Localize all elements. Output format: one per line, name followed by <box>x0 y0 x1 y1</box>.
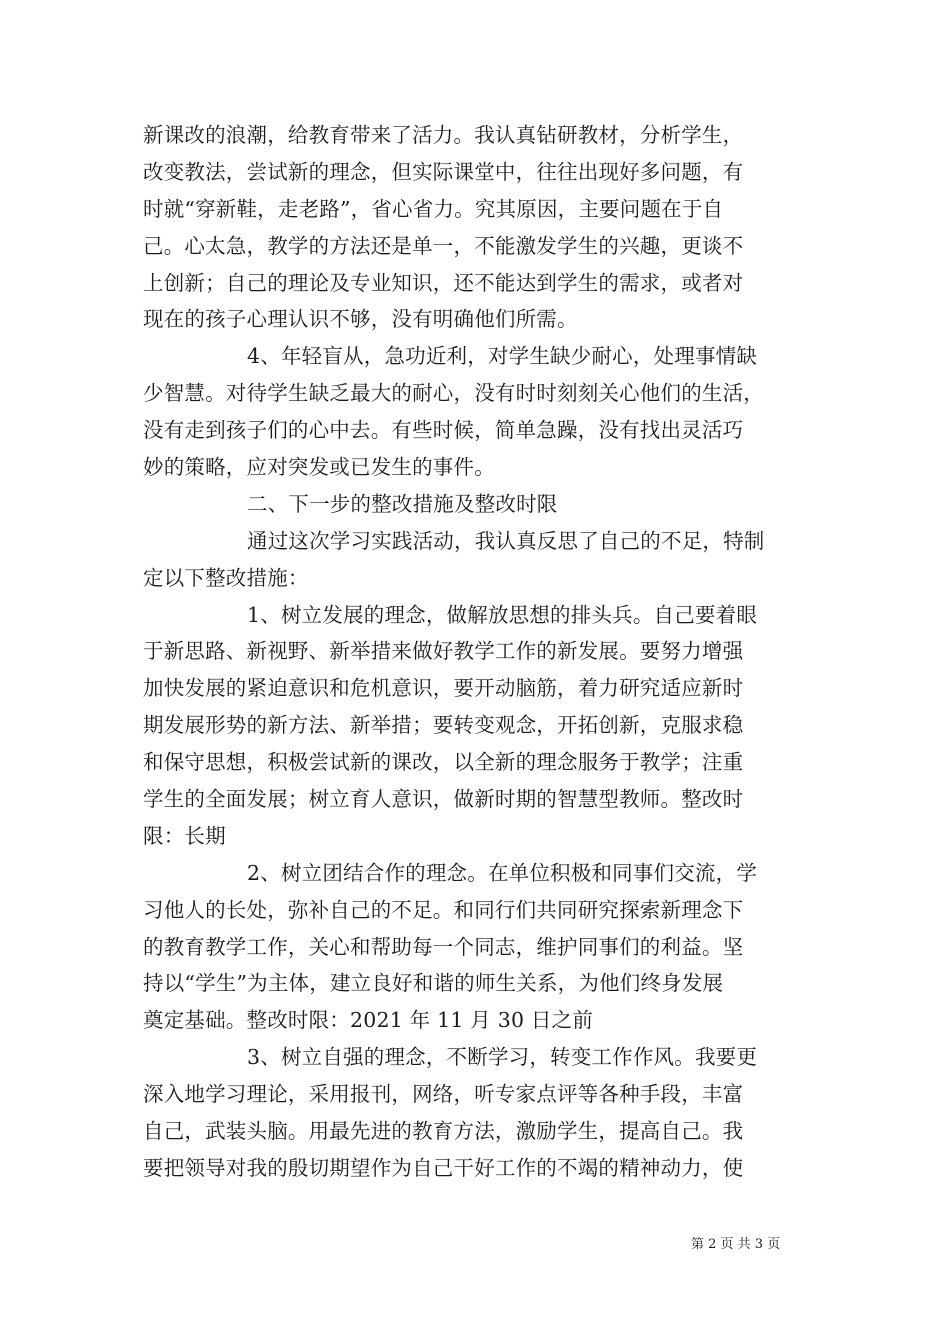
text-line: 现在的孩子心理认识不够，没有明确他们所需。 <box>143 307 578 332</box>
text-line: 己。心太急，教学的方法还是单一，不能激发学生的兴趣，更谈不 <box>143 233 744 258</box>
text-line: 妙的策略，应对突发或已发生的事件。 <box>143 455 495 480</box>
text-line: 学生的全面发展；树立育人意识，做新时期的智慧型教师。整改时 <box>143 787 744 812</box>
text-line: 的教育教学工作，关心和帮助每一个同志，维护同事们的利益。坚 <box>143 934 744 959</box>
text-line: 新课改的浪潮，给教育带来了活力。我认真钻研教材，分析学生， <box>143 123 744 147</box>
page-number: 第 2 页 共 3 页 <box>691 1237 781 1252</box>
text-line: 二、下一步的整改措施及整改时限 <box>247 491 558 516</box>
text-line: 少智慧。对待学生缺乏最大的耐心，没有时时刻刻关心他们的生活， <box>143 381 764 406</box>
text-line: 于新思路、新视野、新举措来做好教学工作的新发展。要努力增强 <box>143 639 744 664</box>
text-line: 没有走到孩子们的心中去。有些时候，简单急躁，没有找出灵活巧 <box>143 418 744 443</box>
text-line: 1、树立发展的理念，做解放思想的排头兵。自己要着眼 <box>247 602 758 627</box>
text-line: 2、树立团结合作的理念。在单位积极和同事们交流，学 <box>247 860 758 885</box>
text-line: 改变教法，尝试新的理念，但实际课堂中，往往出现好多问题，有 <box>143 159 744 184</box>
text-line: 定以下整改措施： <box>143 565 309 590</box>
text-line: 上创新；自己的理论及专业知识，还不能达到学生的需求，或者对 <box>143 270 744 295</box>
text-line: 时就“穿新鞋，走老路”，省心省力。究其原因，主要问题在于自 <box>143 196 724 221</box>
text-line: 自己，武装头脑。用最先进的教育方法，激励学生，提高自己。我 <box>143 1119 744 1144</box>
text-line: 限：长期 <box>143 823 226 848</box>
text-line: 期发展形势的新方法、新举措；要转变观念，开拓创新，克服求稳 <box>143 713 744 738</box>
text-line: 持以“学生”为主体，建立良好和谐的师生关系，为他们终身发展 <box>143 971 724 996</box>
document-body <box>143 117 808 1187</box>
text-line: 通过这次学习实践活动，我认真反思了自己的不足，特制 <box>247 528 765 553</box>
text-line: 4、年轻盲从，急功近利，对学生缺少耐心，处理事情缺 <box>247 344 758 369</box>
text-line: 加快发展的紧迫意识和危机意识，要开动脑筋，着力研究适应新时 <box>143 676 744 701</box>
text-line: 要把领导对我的殷切期望作为自己干好工作的不竭的精神动力，使 <box>143 1155 744 1180</box>
text-line: 深入地学习理论，采用报刊，网络，听专家点评等各种手段，丰富 <box>143 1082 744 1107</box>
text-line: 3、树立自强的理念，不断学习，转变工作作风。我要更 <box>247 1045 758 1070</box>
text-line: 和保守思想，积极尝试新的课改，以全新的理念服务于教学；注重 <box>143 750 744 775</box>
text-line: 习他人的长处，弥补自己的不足。和同行们共同研究探索新理念下 <box>143 897 744 922</box>
text-line: 奠定基础。整改时限：2021 年 11 月 30 日之前 <box>143 1008 594 1033</box>
